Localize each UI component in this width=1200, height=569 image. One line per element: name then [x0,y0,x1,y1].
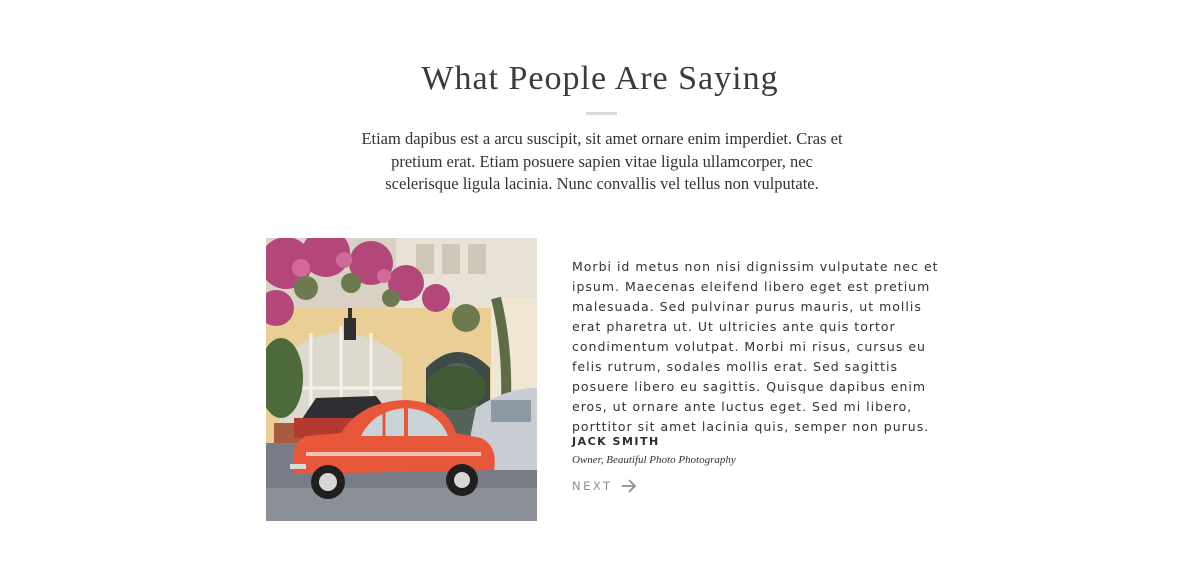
next-button[interactable] [572,478,637,494]
author-role: Owner, Beautiful Photo Photography [572,454,736,466]
author-name: JACK SMITH [572,435,660,448]
next-label: NEXT [572,479,613,493]
arrow-right-icon [621,478,637,494]
testimonial-quote: Morbi id metus non nisi dignissim vulputate nec et ipsum. Maecenas eleifend libero eget est pretium malesuada. Sed pulvinar purus mauris, ut mollis erat pharetra ut. Ut ultricies ante quis tortor condimentum volutpat. Morbi mi risus, cursus eu felis rutrum, sodales mollis erat. Sed sagittis posuere libero eu sagittis. Quisque dapibus enim eros, ut ornare ante luctus eget. Sed mi libero, porttitor sit amet lacinia quis, semper non purus. [572,259,939,434]
section-intro: Etiam dapibus est a arcu suscipit, sit amet ornare enim imperdiet. Cras et pretium erat. Etiam posuere sapien vitae ligula ullamcorper, nec scelerisque ligula lacinia. Nunc convallis vel tellus non vulputate. [361,129,843,193]
red-car-photo [266,238,537,521]
section-title: What People Are Saying [421,60,779,97]
testimonial-photo [266,238,537,521]
title-divider [586,112,617,115]
